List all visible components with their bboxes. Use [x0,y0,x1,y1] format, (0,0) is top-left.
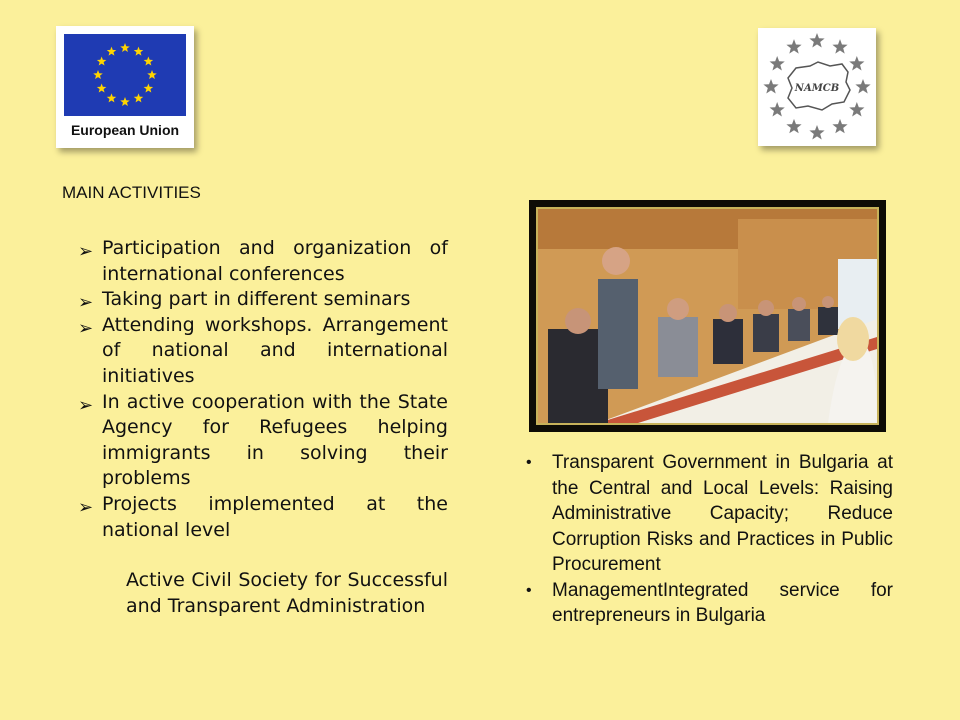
project-item [526,450,893,578]
activity-item [78,287,448,313]
namcb-star-icon [849,56,864,70]
eu-star-icon [144,57,154,66]
namcb-star-icon [786,39,801,53]
eu-star-icon [120,43,130,52]
arrow-bullet-icon: ➢ [78,241,94,262]
activity-text: Participation and organization of international conferences [102,237,448,285]
eu-star-icon [144,84,154,93]
conference-photo [529,200,886,432]
eu-logo [56,26,194,148]
namcb-star-icon [849,102,864,116]
activity-text: Projects implemented at the national level [102,492,448,541]
arrow-bullet-icon: ➢ [78,496,94,518]
namcb-star-icon [786,119,801,133]
eu-star-icon [97,84,107,93]
namcb-star-icon [832,39,847,53]
activities-list [78,236,448,543]
eu-star-icon [93,70,103,79]
namcb-star-icon [855,79,870,93]
activity-item [78,492,448,543]
eu-star-icon [120,97,130,106]
eu-star-icon [134,47,144,56]
bullet-icon: • [526,454,532,471]
bullet-icon: • [526,581,532,599]
namcb-star-icon [809,125,824,139]
namcb-star-icon [770,56,785,70]
eu-star-icon [97,57,107,66]
arrow-bullet-icon: ➢ [78,292,94,314]
namcb-star-icon [809,33,824,47]
eu-star-icon [134,93,144,102]
activity-text: Taking part in different seminars [102,288,411,311]
project-text: ManagementIntegrated service for entrepreneurs in Bulgaria [552,579,893,626]
namcb-star-icon [832,119,847,133]
eu-star-icon [107,93,117,102]
section-title: MAIN ACTIVITIES [62,183,201,202]
eu-star-icon [107,47,117,56]
eu-star-icon [147,70,157,79]
arrow-bullet-icon: ➢ [78,394,94,416]
namcb-label: NAMCB [794,83,840,94]
eu-logo-caption: European Union [70,122,180,138]
activity-item [78,390,448,492]
sub-project-text: Active Civil Society for Successful and Transparent Administration [126,569,448,617]
activity-text: Attending workshops. Arrangement of national and international initiatives [102,313,448,387]
arrow-bullet-icon: ➢ [78,317,94,339]
eu-flag-icon [64,34,186,116]
project-text: Transparent Government in Bulgaria at the Central and Local Levels: Raising Administrative Capacity; Reduce Corruption Risks and Practices in Public Procurement [552,452,893,575]
conference-photo-image [536,207,879,425]
projects-list [526,450,893,629]
namcb-star-icon [763,79,778,93]
project-item [526,578,893,629]
activity-text: In active cooperation with the State Agency for Refugees helping immigrants in solving their problems [102,390,448,490]
namcb-star-icon [770,102,785,116]
namcb-logo [758,28,876,146]
activity-item [78,236,448,287]
activity-item [78,313,448,390]
